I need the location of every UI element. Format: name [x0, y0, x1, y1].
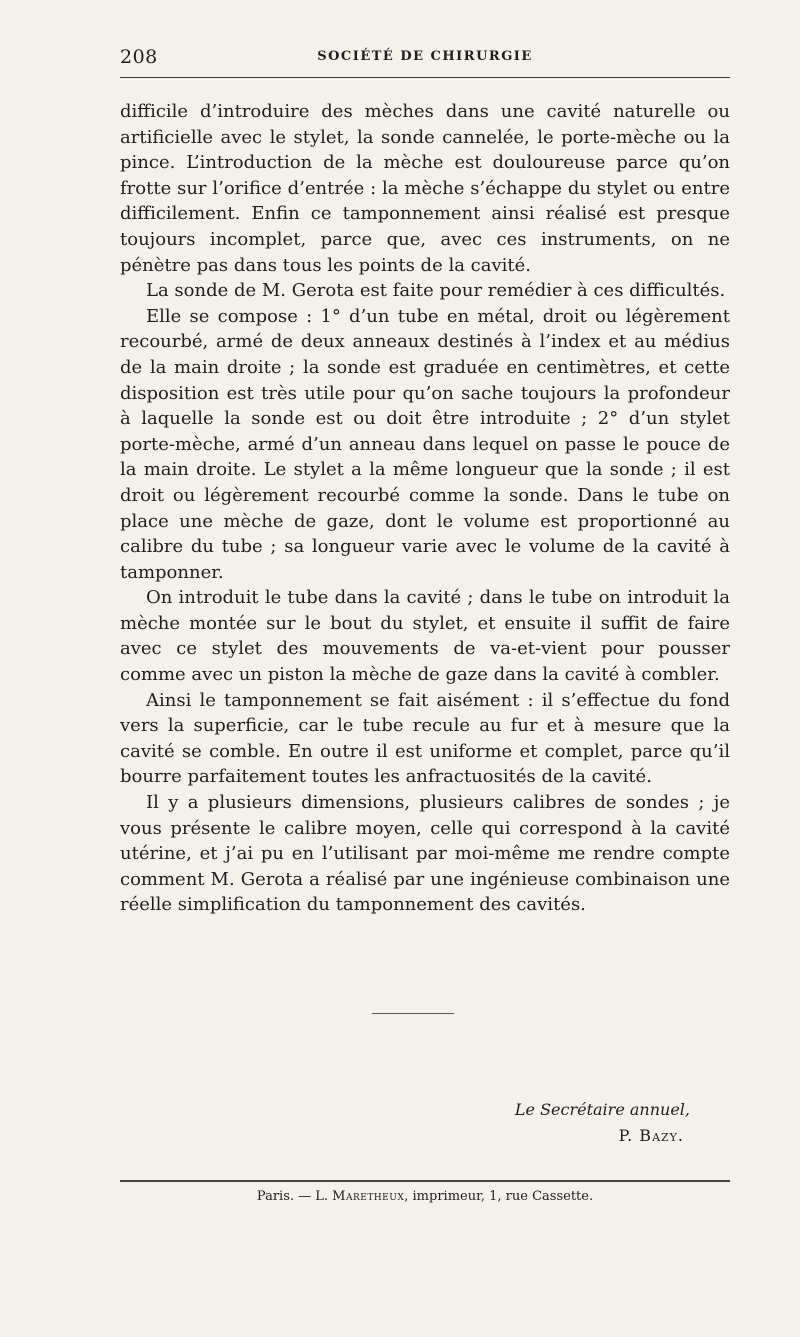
page-number: 208 [120, 46, 158, 68]
imprint-prefix: Paris. — L. [256, 1189, 329, 1204]
signature-block [460, 1097, 690, 1149]
imprint-printer: Maretheux [332, 1189, 405, 1204]
printer-imprint [120, 1189, 730, 1204]
footer-rule [120, 1180, 730, 1182]
signature-name: P. Bazy. [618, 1126, 684, 1145]
paragraph: Elle se compose : 1° d’un tube en métal, droit ou légèrement recourbé, armé de deux anneaux destinés à l’index et au médius de la main droite ; la sonde est graduée en centimètres, et cette disposition est très utile pour qu’on sache toujours la profondeur à laquelle la sonde est ou doit être introduite ; 2° d’un stylet porte-mèche, armé d’un anneau dans lequel on passe le pouce de la main droite. Le stylet a la même longueur que la sonde ; il est droit ou légèrement recourbé comme la sonde. Dans le tube on place une mèche de gaze, dont le volume est proportionné au calibre du tube ; sa longueur varie avec le volume de la cavité à tamponner. [120, 305, 730, 583]
body-text [120, 99, 730, 918]
running-head: SOCIÉTÉ DE CHIRURGIE [317, 49, 533, 64]
signature-title: Le Secrétaire annuel, [514, 1100, 690, 1119]
page-header [120, 40, 730, 80]
paragraph: Ainsi le tamponnement se fait aisément : il s’effectue du fond vers la superficie, car le tube recule au fur et à mesure que la cavité se comble. En outre il est uniforme et complet, parce qu’il bourre parfaitement toutes les anfractuosités de la cavité. [120, 689, 730, 788]
paragraph: On introduit le tube dans la cavité ; dans le tube on introduit la mèche montée sur le bout du stylet, et ensuite il suffit de faire avec ce stylet des mouvements de va-et-vient pour pousser comme avec un piston la mèche de gaze dans la cavité à combler. [120, 587, 730, 686]
paragraph: La sonde de M. Gerota est faite pour remédier à ces difficultés. [146, 280, 726, 302]
paragraph: difficile d’introduire des mèches dans une cavité naturelle ou artificielle avec le stylet, la sonde cannelée, le porte-mèche ou la pince. L’introduction de la mèche est douloureuse parce qu’on frotte sur l’orifice d’entrée : la mèche s’échappe du stylet ou entre difficilement. Enfin ce tamponnement ainsi réalisé est presque toujours incomplet, parce que, avec ces instruments, on ne pénètre pas dans tous les points de la cavité. [120, 101, 730, 276]
section-separator [372, 1013, 454, 1014]
header-rule [120, 77, 730, 78]
paragraph: Il y a plusieurs dimensions, plusieurs calibres de sondes ; je vous présente le calibre moyen, celle qui correspond à la cavité utérine, et j’ai pu en l’utilisant par moi-même me rendre compte comment M. Gerota a réalisé par une ingénieuse combinaison une réelle simplification du tamponnement des cavités. [120, 792, 730, 916]
imprint-suffix: , imprimeur, 1, rue Cassette. [404, 1189, 594, 1204]
